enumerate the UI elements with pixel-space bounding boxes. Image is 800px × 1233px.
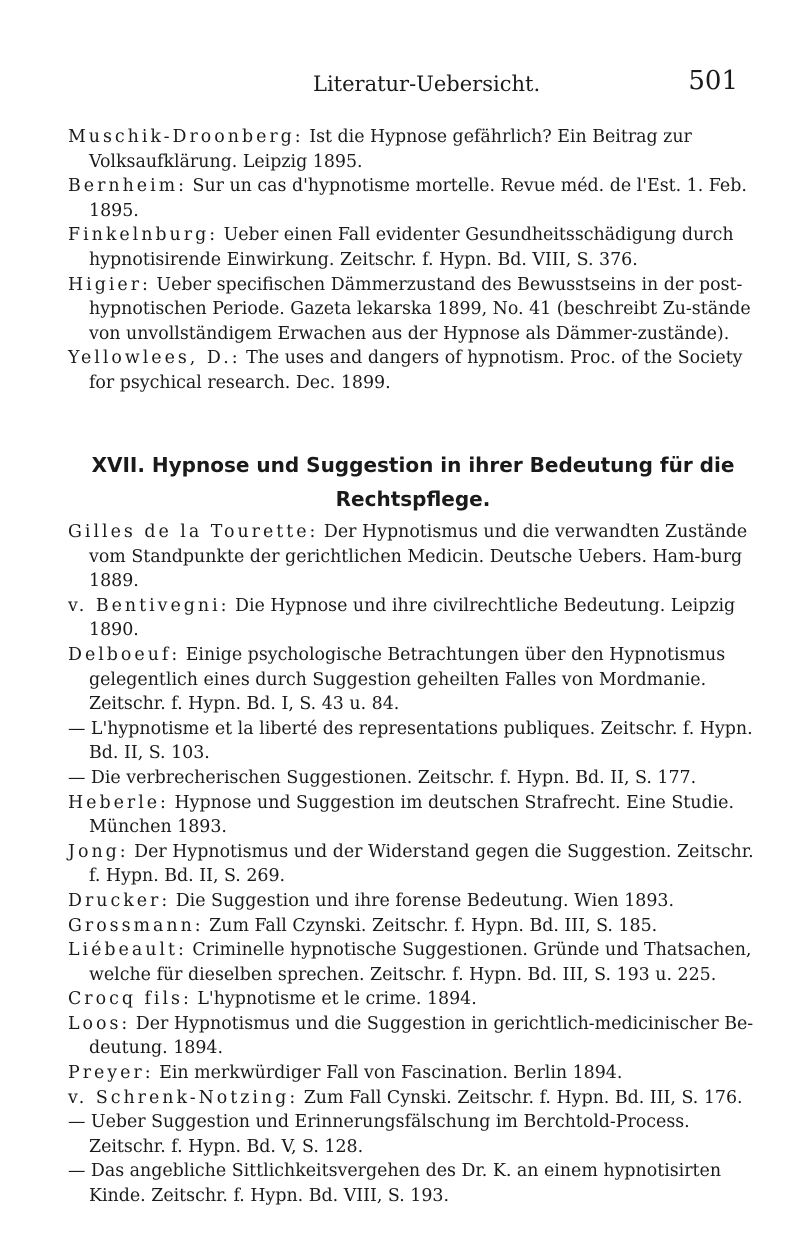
- bib-entry: [68, 594, 758, 643]
- entry-text: Ist die Hypnose gefährlich? Ein Beitrag zur Volksaufklärung. Leipzig 1895.: [89, 127, 692, 172]
- entry-author: Muschik-Droonberg:: [68, 127, 304, 147]
- entry-author: v. Schrenk-Notzing:: [68, 1087, 299, 1108]
- entry-author: Jong:: [68, 841, 129, 862]
- entry-text: Ein merkwürdiger Fall von Fascination. Berlin 1894.: [153, 1063, 623, 1084]
- running-title: Literatur-Uebersicht.: [313, 72, 541, 96]
- entry-text: Die Suggestion und ihre forense Bedeutung. Wien 1893.: [170, 890, 675, 911]
- bib-entry: [68, 766, 758, 791]
- entry-text: — L'hypnotisme et la liberté des representations publiques. Zeitschr. f. Hypn. Bd. II, S. 103.: [68, 718, 753, 764]
- bib-entry: [68, 1159, 758, 1208]
- entry-text: Die Hypnose und ihre civilrechtliche Bedeutung. Leipzig 1890.: [89, 595, 736, 641]
- entry-text: Der Hypnotismus und die Suggestion in gerichtlich-medicinischer Be-deutung. 1894.: [89, 1013, 754, 1059]
- entry-text: Der Hypnotismus und die verwandten Zustände vom Standpunkte der gerichtlichen Medicin. Deutsche Uebers. Ham-burg 1889.: [89, 522, 748, 592]
- section-heading: [68, 448, 758, 516]
- bib-entry: [68, 717, 758, 766]
- entry-text: Ueber einen Fall evidenter Gesundheitsschädigung durch hypnotisirende Einwirkung. Zeitschr. f. Hypn. Bd. VIII, S. 376.: [89, 225, 734, 270]
- entry-text: — Das angebliche Sittlichkeitsvergehen des Dr. K. an einem hypnotisirten Kinde. Zeitschr. f. Hypn. Bd. VIII, S. 193.: [68, 1161, 722, 1207]
- entry-author: v. Bentivegni:: [68, 595, 230, 616]
- bib-entry: [68, 643, 758, 717]
- entry-author: Loos:: [68, 1013, 131, 1034]
- entry-text: Hypnose und Suggestion im deutschen Strafrecht. Eine Studie. München 1893.: [89, 792, 734, 838]
- bib-entry: [68, 791, 758, 840]
- entry-author: Gilles de la Tourette:: [68, 522, 319, 542]
- entry-author: Grossmann:: [68, 915, 204, 936]
- entry-author: Finkelnburg:: [68, 225, 219, 246]
- entry-author: Bernheim:: [68, 176, 187, 197]
- bib-entry: [68, 346, 758, 395]
- bib-entry: [68, 889, 758, 914]
- running-head: [0, 62, 800, 102]
- entry-text: Sur un cas d'hypnotisme mortelle. Revue méd. de l'Est. 1. Feb. 1895.: [89, 176, 747, 221]
- entry-author: Crocq fils:: [68, 989, 192, 1010]
- bib-entry: [68, 987, 758, 1012]
- entry-text: Ueber specifischen Dämmerzustand des Bewusstseins in der post-hypnotischen Periode. Gazeta lekarska 1899, No. 41 (beschreibt Zu-stände von unvollständigem Erwachen aus der Hypnose als Dämmer-zustände).: [89, 274, 751, 344]
- bib-entry: [68, 938, 758, 987]
- bib-entry: [68, 125, 758, 174]
- bibliography-list-bottom: [68, 520, 758, 1209]
- entry-text: Zum Fall Cynski. Zeitschr. f. Hypn. Bd. III, S. 176.: [298, 1087, 743, 1108]
- bib-entry: [68, 1110, 758, 1159]
- entry-author: Preyer:: [68, 1063, 154, 1084]
- bib-entry: [68, 174, 758, 223]
- entry-author: Higier:: [68, 274, 151, 295]
- entry-text: Criminelle hypnotische Suggestionen. Gründe und Thatsachen, welche für dieselben sprechen. Zeitschr. f. Hypn. Bd. III, S. 193 u. 225.: [89, 940, 752, 985]
- bib-entry: [68, 273, 758, 347]
- entry-text: — Ueber Suggestion und Erinnerungsfälschung im Berchtold-Process. Zeitschr. f. Hypn. Bd. V, S. 128.: [68, 1112, 690, 1157]
- bib-entry: [68, 1012, 758, 1061]
- entry-author: Delboeuf:: [68, 644, 181, 665]
- entry-text: — Die verbrecherischen Suggestionen. Zeitschr. f. Hypn. Bd. II, S. 177.: [68, 767, 697, 788]
- entry-author: Drucker:: [68, 890, 171, 911]
- entry-text: Einige psychologische Betrachtungen über den Hypnotismus gelegentlich eines durch Suggestion geheilten Falles von Mordmanie. Zeitschr. f. Hypn. Bd. I, S. 43 u. 84.: [89, 644, 726, 715]
- page-number: 501: [688, 66, 738, 96]
- bib-entry: [68, 223, 758, 272]
- entry-author: Heberle:: [68, 792, 169, 813]
- section-heading-line-2: Rechtspflege.: [335, 487, 491, 511]
- bib-entry: [68, 1086, 758, 1111]
- entry-text: Zum Fall Czynski. Zeitschr. f. Hypn. Bd. III, S. 185.: [203, 915, 658, 936]
- entry-author: Yellowlees, D.:: [68, 348, 241, 369]
- bib-entry: [68, 840, 758, 889]
- bib-entry: [68, 1061, 758, 1086]
- bib-entry: [68, 520, 758, 594]
- section-heading-line-1: XVII. Hypnose und Suggestion in ihrer Bedeutung für die: [91, 453, 735, 477]
- entry-text: Der Hypnotismus und der Widerstand gegen die Suggestion. Zeitschr. f. Hypn. Bd. II, S. 269.: [89, 841, 754, 887]
- entry-text: The uses and dangers of hypnotism. Proc. of the Society for psychical research. Dec. 1899.: [89, 348, 743, 393]
- bibliography-list-top: [68, 125, 758, 396]
- entry-author: Liébeault:: [68, 940, 187, 961]
- bib-entry: [68, 914, 758, 939]
- entry-text: L'hypnotisme et le crime. 1894.: [191, 989, 477, 1010]
